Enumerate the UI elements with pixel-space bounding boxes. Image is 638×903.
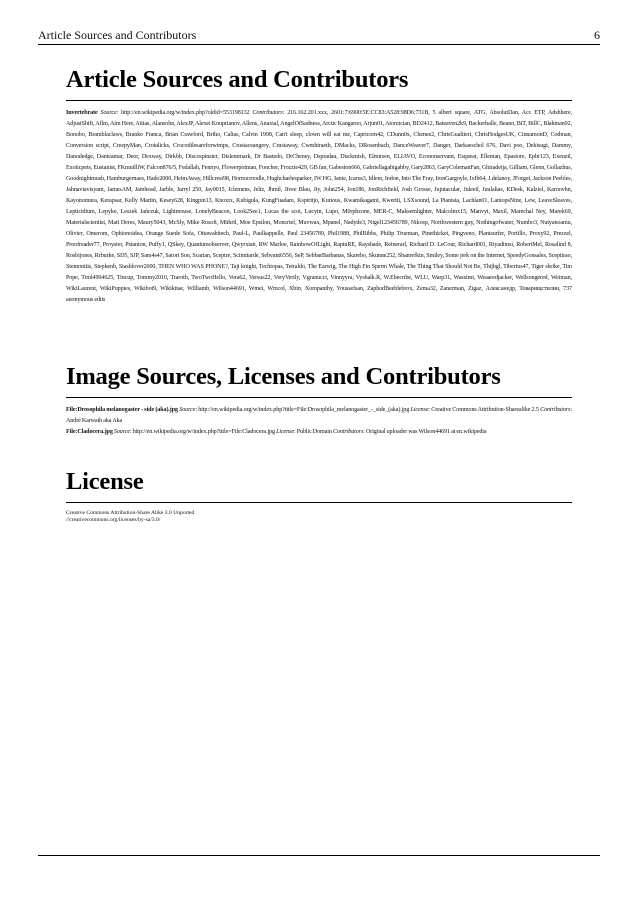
image-source-url[interactable]: http://en.wikipedia.org/w/index.php?title=File:Cladocera.jpg	[132, 429, 275, 435]
source-label: Source	[179, 407, 196, 413]
image-title: File:Cladocera.jpg	[66, 429, 113, 435]
section-rule	[66, 502, 572, 503]
image-license: Public Domain	[296, 429, 332, 435]
image-sources-section	[66, 363, 572, 438]
header-rule	[38, 44, 600, 45]
article-sources-section	[66, 66, 572, 306]
image-contributors: Original uploader was Wilson44691 at en.wikipedia	[365, 429, 487, 435]
license-name: Creative Commons Attribution-Share Alike 3.0 Unported	[66, 510, 195, 516]
source-label: Source	[100, 110, 117, 116]
image-license: Creative Commons Attribution-Sharealike 2.5	[431, 407, 539, 413]
running-title: Article Sources and Contributors	[38, 28, 197, 42]
contributors-label: Contributors	[252, 110, 283, 116]
article-sources-heading: Article Sources and Contributors	[66, 66, 409, 93]
page-number: 6	[594, 28, 600, 42]
contributors-label: Contributors	[540, 407, 571, 413]
source-url[interactable]: http://en.wikipedia.org/w/index.php?oldid=553198132	[121, 110, 250, 116]
page-content	[66, 66, 572, 524]
license-section	[66, 468, 572, 524]
image-sources-heading: Image Sources, Licenses and Contributors	[66, 363, 501, 390]
image-contributors: André Karwath aka Aka	[66, 418, 123, 424]
license-label: License	[276, 429, 294, 435]
section-rule	[66, 100, 572, 101]
image-source-url[interactable]: http://en.wikipedia.org/w/index.php?title=File:Drosophila_melanogaster_-_side_(aka).jpg	[198, 407, 410, 413]
license-label: License	[410, 407, 429, 413]
article-entry: Invertebrate Source: http://en.wikipedia.org/w/index.php?oldid=553198132 Contributors: 216.162.201.xxx, 2601:7:6900:5E:CC83:A528:98D6:731B, 5 albert square, ATG, AbsolutDan, Acc ETP, Adshhere, AdjustShift, Aflm, Aim Here, Aitias, Alansohn, AlexJP, Alexei Kouprianov, Allens, Anaxial, AngelOfSadness, Arctic Kangaroo, Arjun01, Atomician, BD2412, Bateaven2k9, Backerhalle, Beano, BiT, BillC, Blahman92, Bonobo, Bramblaclaws, Branko Franca, Brian Crawford, Briho, Caltas, Calvin 1998, Can't sleep, clown will eat me, Capricorn42, CDunn0x, Chenee2, ChrisGualtieri, ChrisHodgesUK, CinnamonD, Codman, Conversion script, CreepyMan, Crotalicks, Crocodilesareforwimps, Crustaceangrey, Crustaway, Cwmhiraeth, DMacks, DRosenbach, DanceWeaver7, Danger, Darkaeschol 676, Davi poo, Dekisugi, Dammy, Danodedge, Danieamar, Deor, Dexway, Dirkbb, Discospinster, Dislemmark, Dr Bastedo, DrCheney, Dspradau, Duckmish, Elmirsen, ELIAVO, Econonservant, Esquear, Elleman, Epastore, Epbr123, Exenzil, Exoticpets, Eustanist, FKmuilliW, Falcon876/5, Fedallah, Fennyo, Flowerpotman, Foncher, Frozzie429, GB fan, Gabeston666, Gabriellagabigabby, Gary2863, GaryColemanFan, Ghiradeija, Gilliam, Glenn, Gollazhus, Goodnightmush, Hamburgernaes, Hado2000, HeimAway, Hillcrest98, Hornocroodle, Hughcharlesparker, IW HG, Ianie, Icarus3, Idlem, Indon, Into The Fray, IronGargoyle, IxIb64, J.delanoy, JForget, Jackson Peebles, Jahnaviavisyam, JamesAM, Jamhead, Jarble, Jarryl 250, Jay0015, Jclemens, Jeltz, Jhmil, Jivee Blau, Jiy, John254, Jon186, JonRichfield, Josh Grosse, Jujutacular, Juleeil, Juulalias, KDesk, Kalziel, Karnovhn, Kayonomura, Kerapsar, Kelly Martin, Kesey628, Kingpin13, Knoxix, Kubigula, KungFuadam, Kspiritjo, Kurious, Kwamikagami, Kwertii, LSXsound, La Pianista, Lachlan01, LaniopsNine, Lew, LeaveSleaves, Lepticidium, Lepyke, Leszek Jańczuk, Lightmouse, LonelyBeacon, Look2See1, Lucas the scot, Lucyin, Lupo, M0rphzone, MER-C, Maksemlighter, Malcolmx15, Manvyi, Maxil, Marechal Ney, Marek69, Materialscientist, Matt Deres, Maury5043, McSly, Mike Rosoft, Mithril, Moe Epsilon, Moncrief, Muvwax, Mpanel, Nadyde3, Nigel123456789, Nikosp, Northwestern guy, Nothingofwater, Numbo3, Nutyanoamu, Olivier, Omerom, Ophionoidea, Orange Suede Sofa, Ottawahitech, Paul-L, Paulkappelle, Paul 23456789, Phil1988, PhilBibbs, Philip Trueman, Pinethicket, Pingveno, Plantsurfer, Portillo, Proxy92, Prezzel, Proofreader77, Proyster, Pstanton, Puffy1, QSkey, Quantumobserver, Qwyrxian, RW Marloe, RainbowOfLight, RaptuRE, Rayshade, Reinerarl, Richard D. LeCour, Richard001, Riyadimsi, RobertMel, Rosalind 8, Rosbijones, Rrburke, SD5, SJP, Sam4s47, Satori Son, Scarian, Sceptre, Scimitarde, Sebvant6556, SeP, SebbarBarbanas, Skarebo, Skunne252, Shanrefkin, Smiley, Some jerk on the Internet, SpeedyGonsales, Sceptirao, Stemonitis, Stephenb, Stashlover2000, THEN WHO WAS PHONE?, Taji knight, Techtopas, Tetraldo, The Earwig, The High Fin Sperm Whale, The Thing That Should Not Be, Thijbgl, Tiberius47, Tiger shrike, Tim Pope, Timl4994625, Tincup, Tommy2010, Traroth, TwoTwoHello, Vera62, Versus22, VeryVerily, Vgranucci, Vinnyyra, Vyshalk.R, W.Ebecribe, WLU, Warp31, Wassimi, Weaaredjacker, Wellsongered, Weiman, WikiLaurent, WikiPuppies, Wikibot9, Wikikitae, Williamb, Wilson44691, Wmei, Wmcol, Xbin, Xompanthy, Youssefsan, ZaphodBeeblebrox, Zema32, Zanerman, Zigaz, Алексанедр, Товарищстилин, 737 anonymous edits	[66, 110, 573, 303]
license-heading: License	[66, 468, 144, 495]
image-entry: File:Cladocera.jpg Source: http://en.wikipedia.org/w/index.php?title=File:Cladocera.jpg License: Public Domain Contributors: Original uploader was Wilson44691 at en.wikipedia	[66, 429, 487, 435]
image-entry: File:Drosophila melanogaster - side (aka).jpg Source: http://en.wikipedia.org/w/index.php?title=File:Drosophila_melanogaster_-_side_(aka).jpg License: Creative Commons Attribution-Sharealike 2.5 Contributors: André Karwath aka Aka	[66, 407, 573, 424]
footer-rule	[38, 855, 600, 856]
running-header	[38, 28, 600, 42]
image-title: File:Drosophila melanogaster - side (aka).jpg	[66, 407, 178, 413]
contributors-label: Contributors	[332, 429, 364, 435]
article-title: Invertebrate	[66, 110, 98, 116]
contributors-list: 216.162.201.xxx, 2601:7:6900:5E:CC83:A528:98D6:731B, 5 albert square, ATG, AbsolutDan, Acc ETP, Adshhere, AdjustShift, Aflm, Aim Here, Aitias, Alansohn, AlexJP, Alexei Kouprianov, Allens, Anaxial, AngelOfSadness, Arctic Kangaroo, Arjun01, Atomician, BD2412, Bateaven2k9, Backerhalle, Beano, BiT, BillC, Blahman92, Bonobo, Bramblaclaws, Branko Franca, Brian Crawford, Briho, Caltas, Calvin 1998, Can't sleep, clown will eat me, Capricorn42, CDunn0x, Chenee2, ChrisGualtieri, ChrisHodgesUK, CinnamonD, Codman, Conversion script, CreepyMan, Crotalicks, Crocodilesareforwimps, Crustaceangrey, Crustaway, Cwmhiraeth, DMacks, DRosenbach, DanceWeaver7, Danger, Darkaeschol 676, Davi poo, Dekisugi, Dammy, Danodedge, Danieamar, Deor, Dexway, Dirkbb, Discospinster, Dislemmark, Dr Bastedo, DrCheney, Dspradau, Duckmish, Elmirsen, ELIAVO, Econonservant, Esquear, Elleman, Epastore, Epbr123, Exenzil, Exoticpets, Eustanist, FKmuilliW, Falcon876/5, Fedallah, Fennyo, Flowerpotman, Foncher, Frozzie429, GB fan, Gabeston666, Gabriellagabigabby, Gary2863, GaryColemanFan, Ghiradeija, Gilliam, Glenn, Gollazhus, Goodnightmush, Hamburgernaes, Hado2000, HeimAway, Hillcrest98, Hornocroodle, Hughcharlesparker, IW HG, Ianie, Icarus3, Idlem, Indon, Into The Fray, IronGargoyle, IxIb64, J.delanoy, JForget, Jackson Peebles, Jahnaviavisyam, JamesAM, Jamhead, Jarble, Jarryl 250, Jay0015, Jclemens, Jeltz, Jhmil, Jivee Blau, Jiy, John254, Jon186, JonRichfield, Josh Grosse, Jujutacular, Juleeil, Juulalias, KDesk, Kalziel, Karnovhn, Kayonomura, Kerapsar, Kelly Martin, Kesey628, Kingpin13, Knoxix, Kubigula, KungFuadam, Kspiritjo, Kurious, Kwamikagami, Kwertii, LSXsound, La Pianista, Lachlan01, LaniopsNine, Lew, LeaveSleaves, Lepticidium, Lepyke, Leszek Jańczuk, Lightmouse, LonelyBeacon, Look2See1, Lucas the scot, Lucyin, Lupo, M0rphzone, MER-C, Maksemlighter, Malcolmx15, Manvyi, Maxil, Marechal Ney, Marek69, Materialscientist, Matt Deres, Maury5043, McSly, Mike Rosoft, Mithril, Moe Epsilon, Moncrief, Muvwax, Mpanel, Nadyde3, Nigel123456789, Nikosp, Northwestern guy, Nothingofwater, Numbo3, Nutyanoamu, Olivier, Omerom, Ophionoidea, Orange Suede Sofa, Ottawahitech, Paul-L, Paulkappelle, Paul 23456789, Phil1988, PhilBibbs, Philip Trueman, Pinethicket, Pingveno, Plantsurfer, Portillo, Proxy92, Prezzel, Proofreader77, Proyster, Pstanton, Puffy1, QSkey, Quantumobserver, Qwyrxian, RW Marloe, RainbowOfLight, RaptuRE, Rayshade, Reinerarl, Richard D. LeCour, Richard001, Riyadimsi, RobertMel, Rosalind 8, Rosbijones, Rrburke, SD5, SJP, Sam4s47, Satori Son, Scarian, Sceptre, Scimitarde, Sebvant6556, SeP, SebbarBarbanas, Skarebo, Skunne252, Shanrefkin, Smiley, Some jerk on the Internet, SpeedyGonsales, Sceptirao, Stemonitis, Stephenb, Stashlover2000, THEN WHO WAS PHONE?, Taji knight, Techtopas, Tetraldo, The Earwig, The High Fin Sperm Whale, The Thing That Should Not Be, Thijbgl, Tiberius47, Tiger shrike, Tim Pope, Timl4994625, Tincup, Tommy2010, Traroth, TwoTwoHello, Vera62, Versus22, VeryVerily, Vgranucci, Vinnyyra, Vyshalk.R, W.Ebecribe, WLU, Warp31, Wassimi, Weaaredjacker, Wellsongered, Weiman, WikiLaurent, WikiPuppies, Wikibot9, Wikikitae, Williamb, Wilson44691, Wmei, Wmcol, Xbin, Xompanthy, Youssefsan, ZaphodBeeblebrox, Zema32, Zanerman, Zigaz, Алексанедр, Товарищстилин, 737 anonymous edits	[66, 110, 573, 303]
license-url[interactable]: //creativecommons.org/licenses/by-sa/3.0/	[66, 517, 161, 523]
source-label: Source	[113, 429, 131, 435]
section-rule	[66, 397, 572, 398]
